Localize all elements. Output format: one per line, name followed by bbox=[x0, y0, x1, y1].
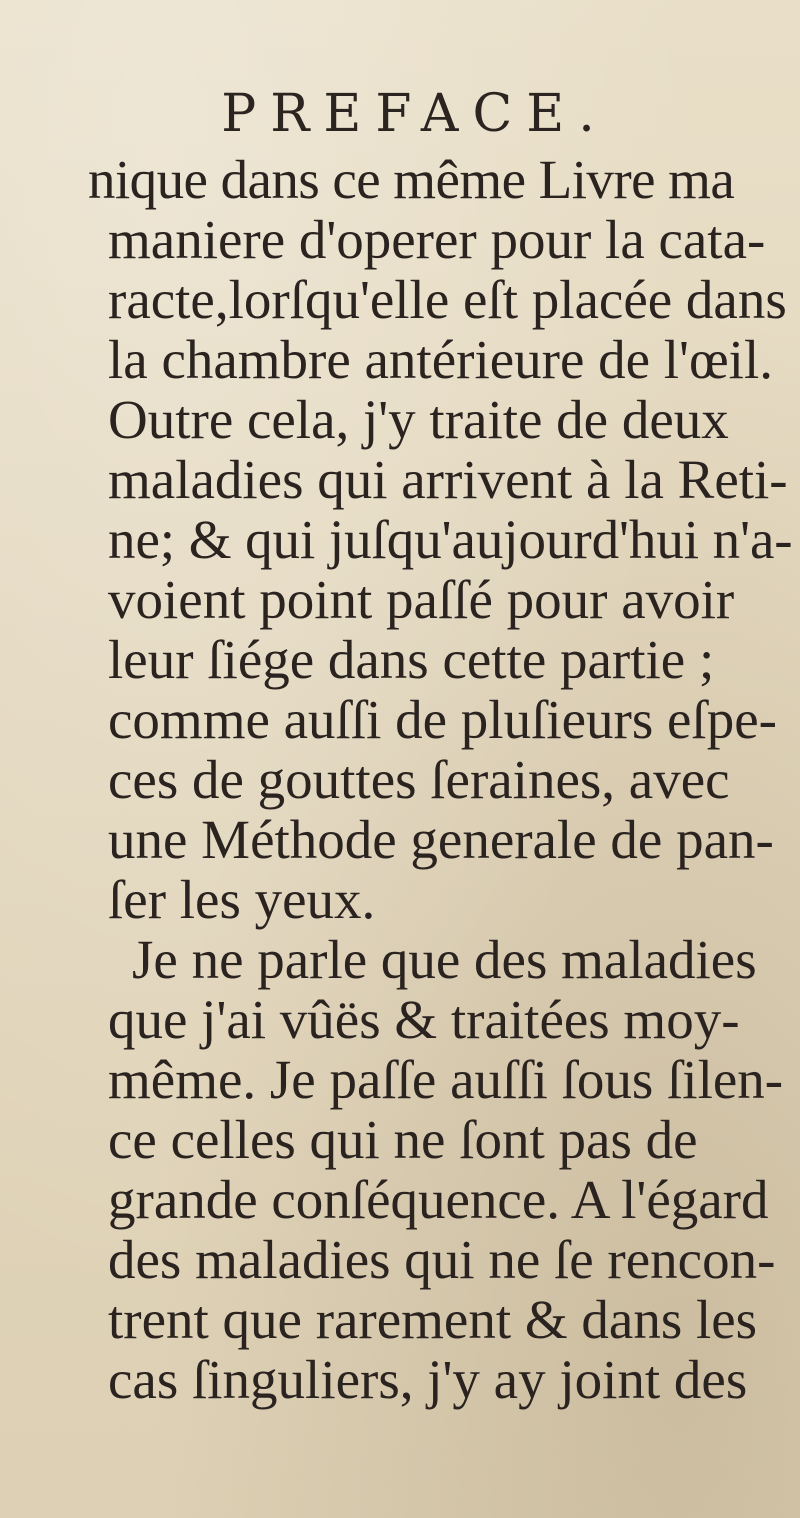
text-line: comme auſſi de pluſieurs eſpe- bbox=[108, 689, 777, 750]
text-line: maladies qui arrivent à la Reti- bbox=[108, 449, 788, 510]
text-line: leur ſiége dans cette partie ; bbox=[108, 629, 715, 690]
body-text bbox=[88, 149, 793, 1410]
text-line: racte,lorſqu'elle eſt placée dans bbox=[108, 269, 787, 330]
text-line: que j'ai vûës & traitées moy- bbox=[108, 989, 740, 1050]
text-line: ne; & qui juſqu'aujourd'hui n'a- bbox=[108, 509, 793, 570]
text-line: ces de gouttes ſeraines, avec bbox=[108, 749, 730, 810]
text-line: une Méthode generale de pan- bbox=[108, 809, 774, 870]
text-line: Outre cela, j'y traite de deux bbox=[108, 389, 729, 450]
text-line: Je ne parle que des maladies bbox=[132, 929, 757, 990]
text-line: des maladies qui ne ſe rencon- bbox=[108, 1229, 776, 1290]
text-line: maniere d'operer pour la cata- bbox=[108, 209, 766, 270]
page-header: PREFACE. bbox=[221, 84, 609, 144]
text-line: même. Je paſſe auſſi ſous ſilen- bbox=[108, 1049, 784, 1110]
text-line: voient point paſſé pour avoir bbox=[108, 569, 735, 630]
text-line: ce celles qui ne ſont pas de bbox=[108, 1109, 698, 1170]
text-line: la chambre antérieure de l'œil. bbox=[108, 329, 773, 390]
text-line: grande conſéquence. A l'égard bbox=[108, 1169, 769, 1230]
text-line: trent que rarement & dans les bbox=[108, 1289, 758, 1350]
text-line: cas ſinguliers, j'y ay joint des bbox=[108, 1349, 748, 1410]
text-line: ſer les yeux. bbox=[108, 869, 376, 930]
text-line: nique dans ce même Livre ma bbox=[88, 149, 735, 210]
